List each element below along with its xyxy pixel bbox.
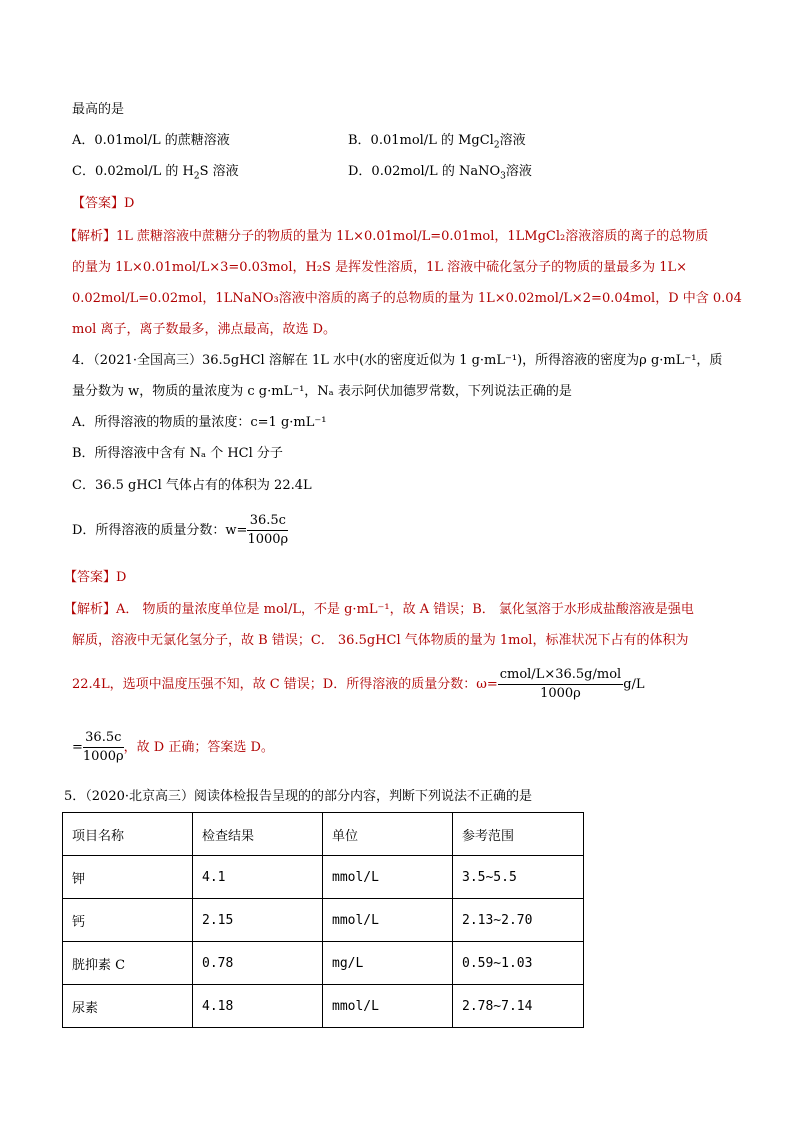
q4-analysis-line-2: 解质，溶液中无氯化氢分子，故 B 错误；C． 36.5gHCl 气体物质的量为 1mol，标准状况下占有的体积为 [72,633,689,648]
q3-option-c: C．0.02mol/L 的 $H_2S$ 溶液 [72,164,239,182]
table-cell: 0.59~1.03 [453,942,584,985]
q4-analysis-line-1: 【解析】A． 物质的量浓度单位是 mol/L，不是 g·mL⁻¹，故 A 错误；B． 氯化氢溶于水形成盐酸溶液是强电 [64,602,694,617]
q4-analysis-fraction-1: $\frac{\text{cmol/L×36.5g/mol}}{1000\rho}$ [499,667,622,701]
q3-analysis-line-2: 的量为 1L×0.01mol/L×3=0.03mol，H₂S 是挥发性溶质，1L 溶液中硫化氢分子的物质的量最多为 1L× [72,260,688,275]
table-row [63,942,584,985]
q3-analysis-line-1: 【解析】1L 蔗糖溶液中蔗糖分子的物质的量为 1L×0.01mol/L=0.01mol，1LMgCl₂溶液溶质的离子的总物质 [64,229,709,244]
table-cell: 尿素 [63,985,193,1028]
lab-report-table [62,812,584,1028]
q4-analysis-line-4: = $\frac{36.5c}{1000\rho}$ ，故 D 正确；答案选 D。 [72,730,274,764]
table-cell: mmol/L [323,856,453,899]
q4-analysis-fraction-2: $\frac{36.5c}{1000\rho}$ [82,730,124,764]
q4-option-a: A．所得溶液的物质的量浓度：c=1 g·mL⁻¹ [72,415,327,430]
q3-analysis-line-3: 0.02mol/L=0.02mol，1LNaNO₃溶液中溶质的离子的总物质的量为 1L×0.02mol/L×2=0.04mol，D 中含 0.04 [72,291,742,306]
table-cell: 钾 [63,856,193,899]
table-header-cell: 参考范围 [453,813,584,856]
table-header-cell: 单位 [323,813,453,856]
q4-stem-line-2: 量分数为 w，物质的量浓度为 c g·mL⁻¹，Nₐ 表示阿伏加德罗常数，下列说法正确的是 [72,384,572,399]
table-header-cell: 项目名称 [63,813,193,856]
q4-option-d-fraction: $\frac{36.5c}{1000\rho}$ [247,513,289,547]
q3-stem-tail: 最高的是 [72,102,125,117]
table-cell: 2.15 [193,899,323,942]
table-cell: mg/L [323,942,453,985]
q3-option-b: B．0.01mol/L 的 MgCl$_2$溶液 [348,133,526,151]
table-cell: 2.13~2.70 [453,899,584,942]
q3-analysis-line-4: mol 离子，离子数最多，沸点最高，故选 D。 [72,322,336,337]
table-cell: mmol/L [323,985,453,1028]
table-cell: mmol/L [323,899,453,942]
q3-option-d: D．0.02mol/L 的 NaNO$_3$溶液 [348,164,532,182]
table-row [63,856,584,899]
table-header-cell: 检查结果 [193,813,323,856]
q4-analysis-line-3: 22.4L，选项中温度压强不知，故 C 错误；D．所得溶液的质量分数：ω= $\frac{\text{cmol/L×36.5g/mol}}{1000\rho}$ g/L [72,667,645,701]
q4-option-c: C．36.5 gHCl 气体占有的体积为 22.4L [72,478,312,493]
table-cell: 胱抑素 C [63,942,193,985]
table-cell: 0.78 [193,942,323,985]
q4-answer: 【答案】D [64,570,127,585]
q3-option-a: A．0.01mol/L 的蔗糖溶液 [72,133,230,148]
q4-stem-line-1: 4．（2021·全国高三）36.5gHCl 溶解在 1L 水中(水的密度近似为 1 g·mL⁻¹)，所得溶液的密度为ρ g·mL⁻¹，质 [72,353,723,368]
table-header-row [63,813,584,856]
q4-option-d: D．所得溶液的质量分数：w= $\frac{36.5c}{1000\rho}$ [72,513,289,547]
table-cell: 钙 [63,899,193,942]
table-cell: 4.18 [193,985,323,1028]
table-cell: 4.1 [193,856,323,899]
q5-stem: 5．（2020·北京高三）阅读体检报告呈现的的部分内容，判断下列说法不正确的是 [64,789,532,804]
q3-answer: 【答案】D [72,196,135,211]
table-cell: 2.78~7.14 [453,985,584,1028]
q4-option-b: B．所得溶液中含有 Nₐ 个 HCl 分子 [72,446,283,461]
table-cell: 3.5~5.5 [453,856,584,899]
table-row [63,985,584,1028]
table-row [63,899,584,942]
